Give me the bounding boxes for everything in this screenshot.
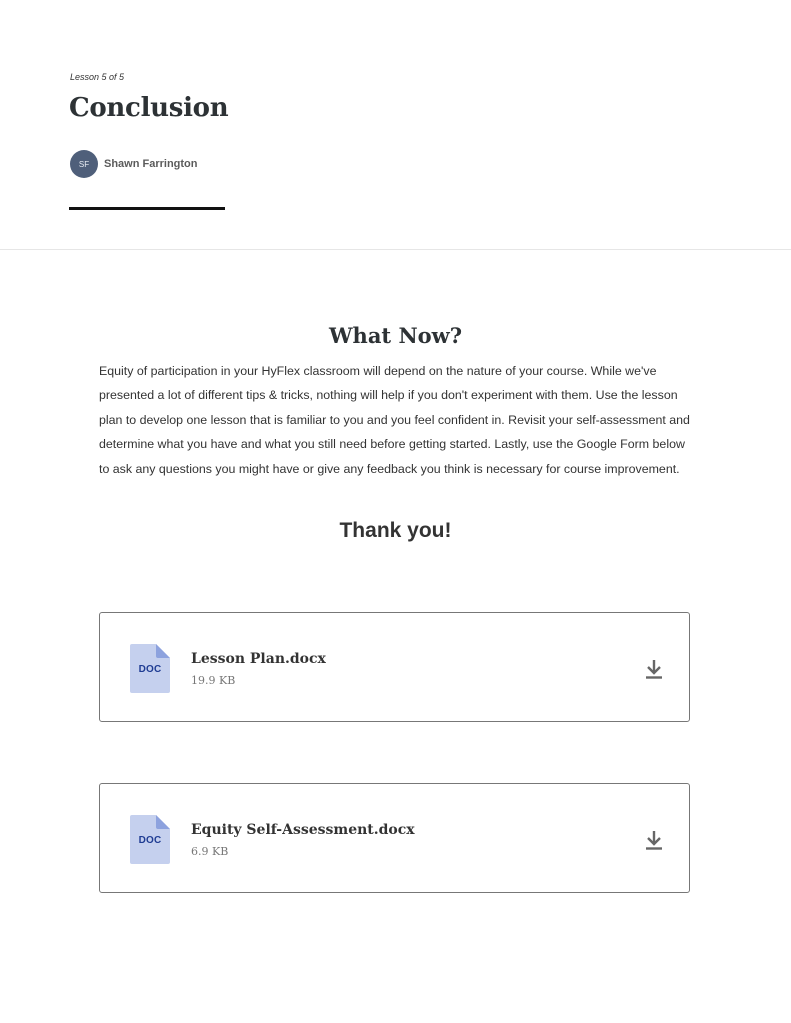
author (70, 150, 198, 178)
page-title: Conclusion (69, 93, 229, 123)
progress-underline (69, 207, 225, 210)
download-icon[interactable] (644, 829, 664, 851)
doc-file-icon (130, 815, 170, 864)
lesson-counter: Lesson 5 of 5 (70, 72, 125, 82)
thank-you-heading: Thank you! (339, 519, 452, 542)
author-name: Shawn Farrington (104, 158, 198, 170)
doc-type-label: DOC (138, 835, 162, 846)
file-attachment-card[interactable] (99, 783, 690, 893)
doc-type-label: DOC (138, 664, 162, 675)
lesson-header (0, 0, 791, 250)
download-icon[interactable] (644, 658, 664, 680)
doc-file-icon (130, 644, 170, 693)
file-size: 6.9 KB (191, 845, 229, 858)
file-name[interactable]: Lesson Plan.docx (191, 651, 326, 667)
file-name[interactable]: Equity Self-Assessment.docx (191, 822, 415, 838)
file-attachment-card[interactable] (99, 612, 690, 722)
section-heading: What Now? (328, 323, 463, 348)
file-size: 19.9 KB (191, 674, 236, 687)
body-paragraph: Equity of participation in your HyFlex classroom will depend on the nature of your course. While we've presented a lot of different tips & tricks, nothing will help if you don't experiment with them. Use the lesson plan to develop one lesson that is familiar to you and you feel confident in. Revisit your self-assessment and determine what you have and what you still need before getting started. Lastly, use the Google Form below to ask any questions you might have or give any feedback you think is necessary for course improvement. (99, 364, 690, 476)
avatar: SF (70, 150, 98, 178)
